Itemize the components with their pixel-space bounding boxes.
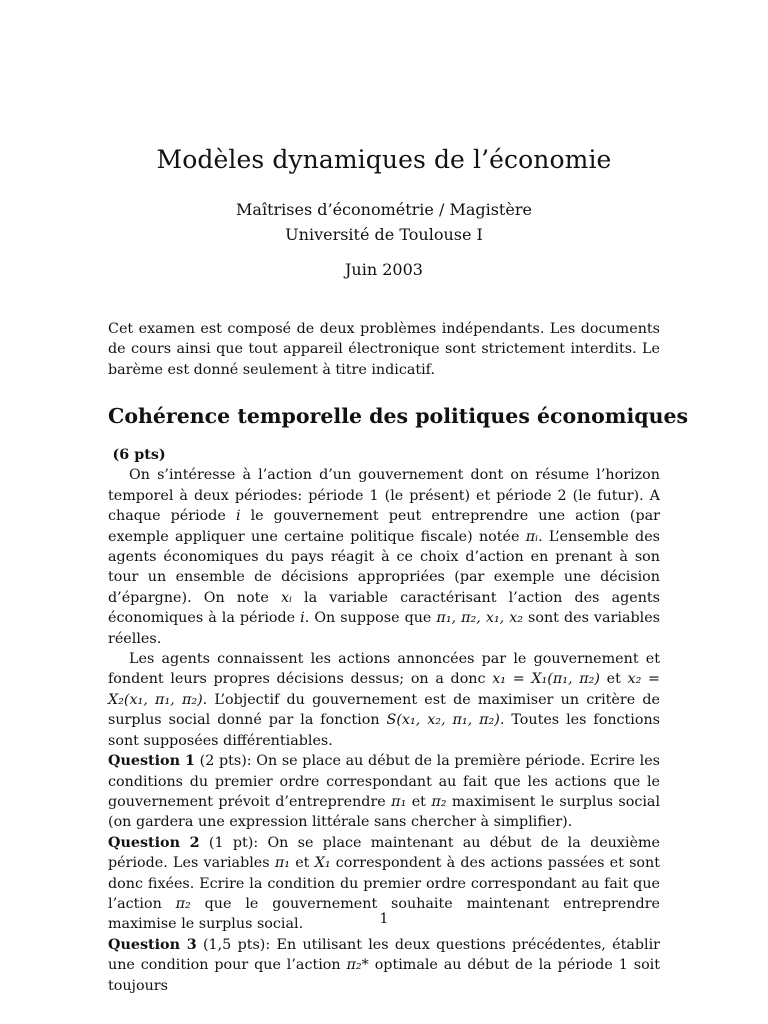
- question-label: Question 2: [108, 834, 200, 851]
- text-run: que le gouvernement souhaite maintenant entreprendre maximise le surplus social.: [108, 895, 660, 933]
- text-run: le gouvernement peut entreprendre une action (par exemple appliquer une certaine politique fiscale) notée: [108, 508, 660, 545]
- text-run: : On se place au début de la première période. Ecrire les conditions du premier ordre correspondant au fait que les actions que le gouvernement prévoit d’entreprendre: [108, 753, 661, 810]
- math-vars: π₁, π₂, x₁, x₂: [436, 610, 523, 627]
- question-3: [108, 935, 660, 996]
- text-run: optimale au début de la période 1 soit toujours: [108, 957, 660, 994]
- math-i: i: [235, 508, 241, 525]
- section-points: [108, 445, 660, 465]
- paragraph-1: [108, 465, 660, 649]
- text-run: la variable caractérisant l’action des agents économiques à la période: [108, 589, 661, 627]
- document-title: Modèles dynamiques de l’économie: [156, 145, 612, 174]
- intro-paragraph: Cet examen est composé de deux problèmes indépendants. Les documents de cours ainsi que tout appareil électronique sont strictement interdits. Le barème est donné seulement à titre indicatif.: [108, 321, 660, 378]
- math-surplus-function: S(x₁, x₂, π₁, π₂): [386, 712, 500, 729]
- section-heading: Cohérence temporelle des politiques économiques: [108, 404, 689, 428]
- math-x2-eq: x₂ = X₂(x₁, π₁, π₂): [108, 671, 660, 708]
- text-run: maximisent le surplus social (on gardera une expression littérale sans chercher à simplifier).: [108, 793, 661, 831]
- text-run: On s’intéresse à l’action d’un gouvernement dont on résume l’horizon temporel à deux périodes: période 1 (le présent) et période 2 (le futur). A chaque période: [108, 467, 660, 525]
- exam-date: Juin 2003: [345, 260, 423, 279]
- text-run: : En utilisant les deux questions précédentes, établir une condition pour que l’action: [108, 936, 661, 974]
- subtitle-university: Université de Toulouse I: [285, 225, 483, 244]
- math-pi1: π₁: [274, 855, 290, 872]
- page-number: 1: [379, 911, 389, 927]
- text-run: correspondent à des actions passées et sont donc fixées. Ecrire la condition du premier ordre correspondant au fait que l’action: [108, 855, 660, 912]
- math-x-i: xᵢ: [280, 589, 292, 606]
- question-points: (1,5 pts): [202, 936, 266, 953]
- math-x1-eq: x₁ = X₁(π₁, π₂): [492, 671, 600, 688]
- text-run: . L’ensemble des agents économiques du pays réagit à ce choix d’action en prenant à son tour un ensemble de décisions appropriées (par exemple une décision d’épargne). On note: [108, 528, 660, 606]
- math-pi1: π₁: [391, 793, 407, 810]
- question-1: [108, 751, 660, 833]
- subtitle-program: Maîtrises d’économétrie / Magistère: [236, 200, 532, 219]
- text-run: . Toutes les fonctions sont supposées différentiables.: [108, 712, 661, 749]
- math-pi-i: πᵢ: [525, 528, 539, 545]
- text-run: : On se place maintenant au début de la deuxième période. Les variables: [108, 834, 660, 872]
- text-run: sont des variables réelles.: [108, 610, 660, 647]
- paragraph-2: [108, 649, 660, 751]
- points-label: (6 pts): [112, 447, 166, 463]
- question-points: (1 pt): [208, 834, 254, 851]
- math-pi2: π₂: [175, 895, 191, 912]
- math-X1: X₁: [314, 855, 331, 872]
- question-label: Question 1: [108, 753, 195, 770]
- math-i: i: [300, 610, 305, 627]
- text-run: . On suppose que: [304, 610, 437, 627]
- question-label: Question 3: [108, 936, 197, 953]
- question-points: (2 pts): [199, 753, 247, 770]
- text-run: . L’objectif du gouvernement est de maximiser un critère de surplus social donné par la fonction: [108, 691, 660, 729]
- math-pi2: π₂: [431, 793, 447, 810]
- text-run: et: [406, 793, 432, 810]
- math-pi2-star: π₂*: [346, 957, 369, 974]
- text-run: et: [289, 855, 315, 872]
- text-run: et: [599, 671, 628, 688]
- text-run: Les agents connaissent les actions annoncées par le gouvernement et fondent leurs propres décisions dessus; on a donc: [108, 651, 660, 688]
